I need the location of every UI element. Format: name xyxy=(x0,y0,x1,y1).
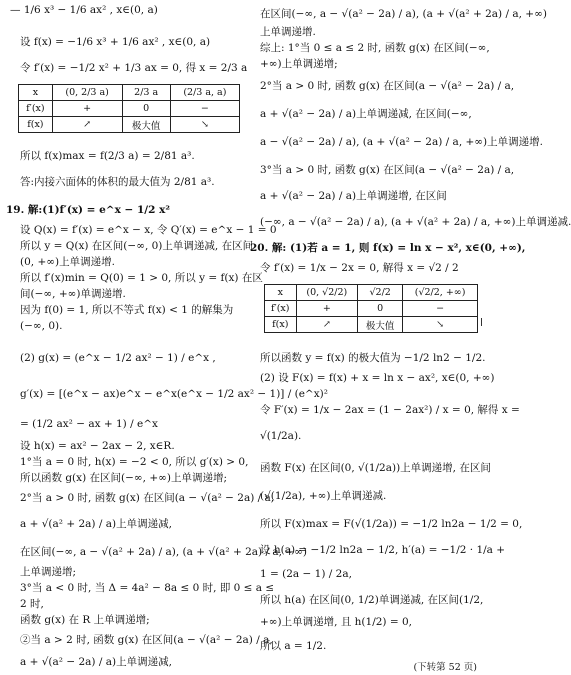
text-line: (2) g(x) = (e^x − 1/2 ax² − 1) / e^x , xyxy=(20,352,216,364)
table-cell: 极大值 xyxy=(358,317,403,333)
table-cell: + xyxy=(52,101,122,117)
text-line: 上单调递增. xyxy=(260,26,316,38)
text-line: 所以 f(x)max = f(2/3 a) = 2/81 a³. xyxy=(20,150,195,162)
text-line: a − √(a² − 2a) / a), (a + √(a² − 2a) / a, +∞)上单调递增. xyxy=(260,136,543,148)
table-cell: + xyxy=(296,301,358,317)
table-header-cell: √2/2 xyxy=(358,285,403,301)
table-cell: − xyxy=(403,301,478,317)
table-header-cell: 2/3 a xyxy=(122,85,170,101)
question-20-heading: 20. 解: (1)若 a = 1, 则 f(x) = ln x − x², x∈(0, +∞), xyxy=(250,242,526,254)
text-line: 所以函数 g(x) 在区间(−∞, +∞)上单调递增; xyxy=(20,472,228,484)
table-header-cell: x xyxy=(19,85,53,101)
table-cell: 0 xyxy=(358,301,403,317)
table-cell: f(x) xyxy=(265,317,297,333)
table-cell: ↘ xyxy=(170,117,239,133)
text-line: = (1/2 ax² − ax + 1) / e^x xyxy=(20,418,158,430)
extremum-table xyxy=(264,284,478,333)
text-line: 设 Q(x) = f′(x) = e^x − x, 令 Q′(x) = e^x − 1 = 0 xyxy=(20,224,277,236)
table-cell: ↗ xyxy=(52,117,122,133)
monotonicity-table xyxy=(18,84,240,133)
text-line: 令 f′(x) = 1/x − 2x = 0, 解得 x = √2 / 2 xyxy=(260,262,459,274)
text-line: (√(1/2a), +∞)上单调递减. xyxy=(260,490,387,502)
text-line: 令 f′(x) = −1/2 x² + 1/3 ax = 0, 得 x = 2/3 a xyxy=(20,62,248,74)
text-line: 间(−∞, +∞)单调递增. xyxy=(20,288,126,300)
text-line: 答:内接六面体的体积的最大值为 2/81 a³. xyxy=(20,176,215,188)
text-line: 所以函数 y = f(x) 的极大值为 −1/2 ln2 − 1/2. xyxy=(260,352,486,364)
text-line: 所以 h(a) 在区间(0, 1/2)单调递减, 在区间(1/2, xyxy=(260,594,484,606)
text-line: 在区间(−∞, a − √(a² − 2a) / a), (a + √(a² + 2a) / a, +∞) xyxy=(260,8,547,20)
text-line: g′(x) = [(e^x − ax)e^x − e^x(e^x − 1/2 ax² − 1)] / (e^x)² xyxy=(20,388,328,400)
text-line: 因为 f(0) = 1, 所以不等式 f(x) < 1 的解集为 xyxy=(20,304,234,316)
text-line: a + √(a² − 2a) / a)上单调递减, 在区间(−∞, xyxy=(260,108,472,120)
table-cell: 极大值 xyxy=(122,117,170,133)
text-line: +∞)上单调递增; xyxy=(260,58,338,70)
text-line: 设 h(a) = −1/2 ln2a − 1/2, h′(a) = −1/2 · 1/a + xyxy=(260,544,506,556)
text-line: √(1/2a). xyxy=(260,430,302,442)
table-cell: ↗ xyxy=(296,317,358,333)
table-cell: 0 xyxy=(122,101,170,117)
text-line: 1 = (2a − 1) / 2a, xyxy=(260,568,352,580)
table-header-cell: (√2/2, +∞) xyxy=(403,285,478,301)
table-header-cell: (2/3 a, a) xyxy=(170,85,239,101)
text-line: (−∞, 0). xyxy=(20,320,63,332)
text-line: +∞)上单调递增, 且 h(1/2) = 0, xyxy=(260,616,412,628)
table-header-cell: (0, √2/2) xyxy=(296,285,358,301)
table-cell: f′(x) xyxy=(265,301,297,317)
table-cell: − xyxy=(170,101,239,117)
text-line: 2°当 a > 0 时, 函数 g(x) 在区间(a − √(a² − 2a) / a, xyxy=(20,492,275,504)
text-line: 上单调递增; xyxy=(20,566,77,578)
margin-mark xyxy=(481,318,482,326)
text-line: (2) 设 F(x) = f(x) + x = ln x − ax², x∈(0, +∞) xyxy=(260,372,495,384)
table-cell: f(x) xyxy=(19,117,53,133)
text-line: 在区间(−∞, a − √(a² + 2a) / a), (a + √(a² + 2a) / a, +∞) xyxy=(20,546,307,558)
text-line: a + √(a² − 2a) / a)上单调递增, 在区间 xyxy=(260,190,447,202)
text-line: 函数 F(x) 在区间(0, √(1/2a))上单调递增, 在区间 xyxy=(260,462,491,474)
page-continuation-note: (下转第 52 页) xyxy=(413,662,477,673)
text-line: 3°当 a < 0 时, 当 Δ = 4a² − 8a ≤ 0 时, 即 0 ≤ a ≤ xyxy=(20,582,275,594)
text-line: 3°当 a > 0 时, 函数 g(x) 在区间(a − √(a² − 2a) / a, xyxy=(260,164,515,176)
text-line: (−∞, a − √(a² − 2a) / a), (a + √(a² + 2a) / a, +∞)上单调递减. xyxy=(260,216,571,228)
text-line: 所以 a = 1/2. xyxy=(260,640,327,652)
table-cell: f′(x) xyxy=(19,101,53,117)
text-line: ②当 a > 2 时, 函数 g(x) 在区间(a − √(a² − 2a) / a, xyxy=(20,634,273,646)
text-line: 2°当 a > 0 时, 函数 g(x) 在区间(a − √(a² − 2a) / a, xyxy=(260,80,515,92)
text-line: a + √(a² − 2a) / a)上单调递减, xyxy=(20,656,172,668)
text-line: 函数 g(x) 在 R 上单调递增; xyxy=(20,614,150,626)
text-line: a + √(a² + 2a) / a)上单调递减, xyxy=(20,518,172,530)
text-line: (0, +∞)上单调递增. xyxy=(20,256,115,268)
text-line: 所以 y = Q(x) 在区间(−∞, 0)上单调递减, 在区间 xyxy=(20,240,254,252)
text-line: 令 F′(x) = 1/x − 2ax = (1 − 2ax²) / x = 0, 解得 x = xyxy=(260,404,520,416)
question-19-heading: 19. 解:(1)f′(x) = e^x − 1/2 x² xyxy=(6,204,170,216)
text-line: 所以 f′(x)min = Q(0) = 1 > 0, 所以 y = f(x) 在区 xyxy=(20,272,263,284)
table-header-cell: (0, 2/3 a) xyxy=(52,85,122,101)
table-cell: ↘ xyxy=(403,317,478,333)
text-line: — 1/6 x³ − 1/6 ax² , x∈(0, a) xyxy=(10,4,158,16)
table-header-cell: x xyxy=(265,285,297,301)
text-line: 1°当 a = 0 时, h(x) = −2 < 0, 所以 g′(x) > 0, xyxy=(20,456,249,468)
text-line: 所以 F(x)max = F(√(1/2a)) = −1/2 ln2a − 1/2 = 0, xyxy=(260,518,523,530)
text-line: 2 时, xyxy=(20,598,44,610)
text-line: 设 f(x) = −1/6 x³ + 1/6 ax² , x∈(0, a) xyxy=(20,36,211,48)
text-line: 设 h(x) = ax² − 2ax − 2, x∈R. xyxy=(20,440,175,452)
text-line: 综上: 1°当 0 ≤ a ≤ 2 时, 函数 g(x) 在区间(−∞, xyxy=(260,42,490,54)
